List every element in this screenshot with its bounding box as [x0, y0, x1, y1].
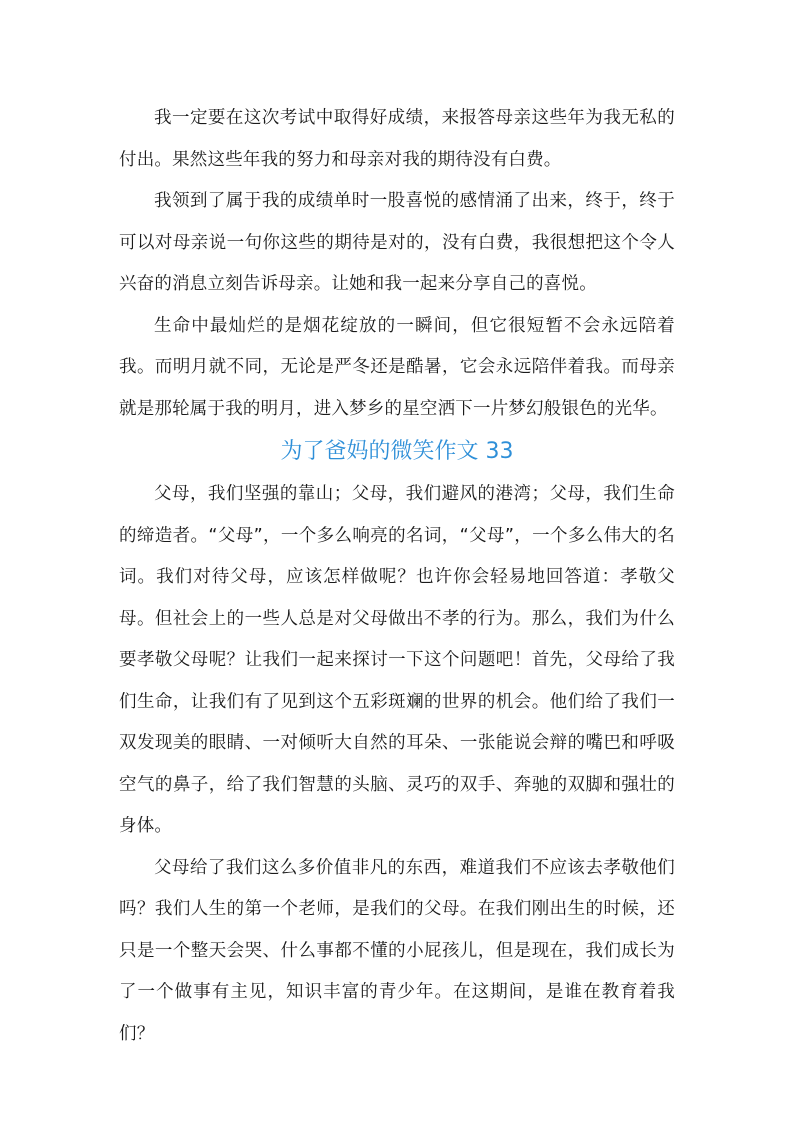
paragraph-3: 生命中最灿烂的是烟花绽放的一瞬间，但它很短暂不会永远陪着我。而明月就不同，无论是严冬还是酷暑，它会永远陪伴着我。而母亲就是那轮属于我的明月，进入梦乡的星空洒下一片梦幻般银色的光华。: [119, 315, 675, 419]
paragraph-5: 父母给了我们这么多价值非凡的东西，难道我们不应该去孝敬他们吗？我们人生的第一个老师，是我们的父母。在我们刚出生的时候，还只是一个整天会哭、什么事都不懂的小屁孩儿，但是现在，我们成长为了一个做事有主见，知识丰富的青少年。在这期间，是谁在教育着我们？: [119, 857, 675, 1044]
section-title: 为了爸妈的微笑作文 33: [280, 439, 514, 464]
paragraph-1: 我一定要在这次考试中取得好成绩，来报答母亲这些年为我无私的付出。果然这些年我的努力和母亲对我的期待没有白费。: [119, 108, 675, 170]
document-body: [119, 98, 675, 1055]
paragraph-2: 我领到了属于我的成绩单时一股喜悦的感情涌了出来，终于，终于可以对母亲说一句你这些的期待是对的，没有白费，我很想把这个令人兴奋的消息立刻告诉母亲。让她和我一起来分享自己的喜悦。: [119, 191, 675, 294]
paragraph-4: 父母，我们坚强的靠山；父母，我们避风的港湾；父母，我们生命的缔造者。“父母”，一个多么响亮的名词，“父母”，一个多么伟大的名词。我们对待父母，应该怎样做呢？也许你会轻易地回答道：孝敬父母。但社会上的一些人总是对父母做出不孝的行为。那么，我们为什么要孝敬父母呢？让我们一起来探讨一下这个问题吧！首先，父母给了我们生命，让我们有了见到这个五彩斑斓的世界的机会。他们给了我们一双发现美的眼睛、一对倾听大自然的耳朵、一张能说会辩的嘴巴和呼吸空气的鼻子，给了我们智慧的头脑、灵巧的双手、奔驰的双脚和强壮的身体。: [119, 484, 675, 836]
